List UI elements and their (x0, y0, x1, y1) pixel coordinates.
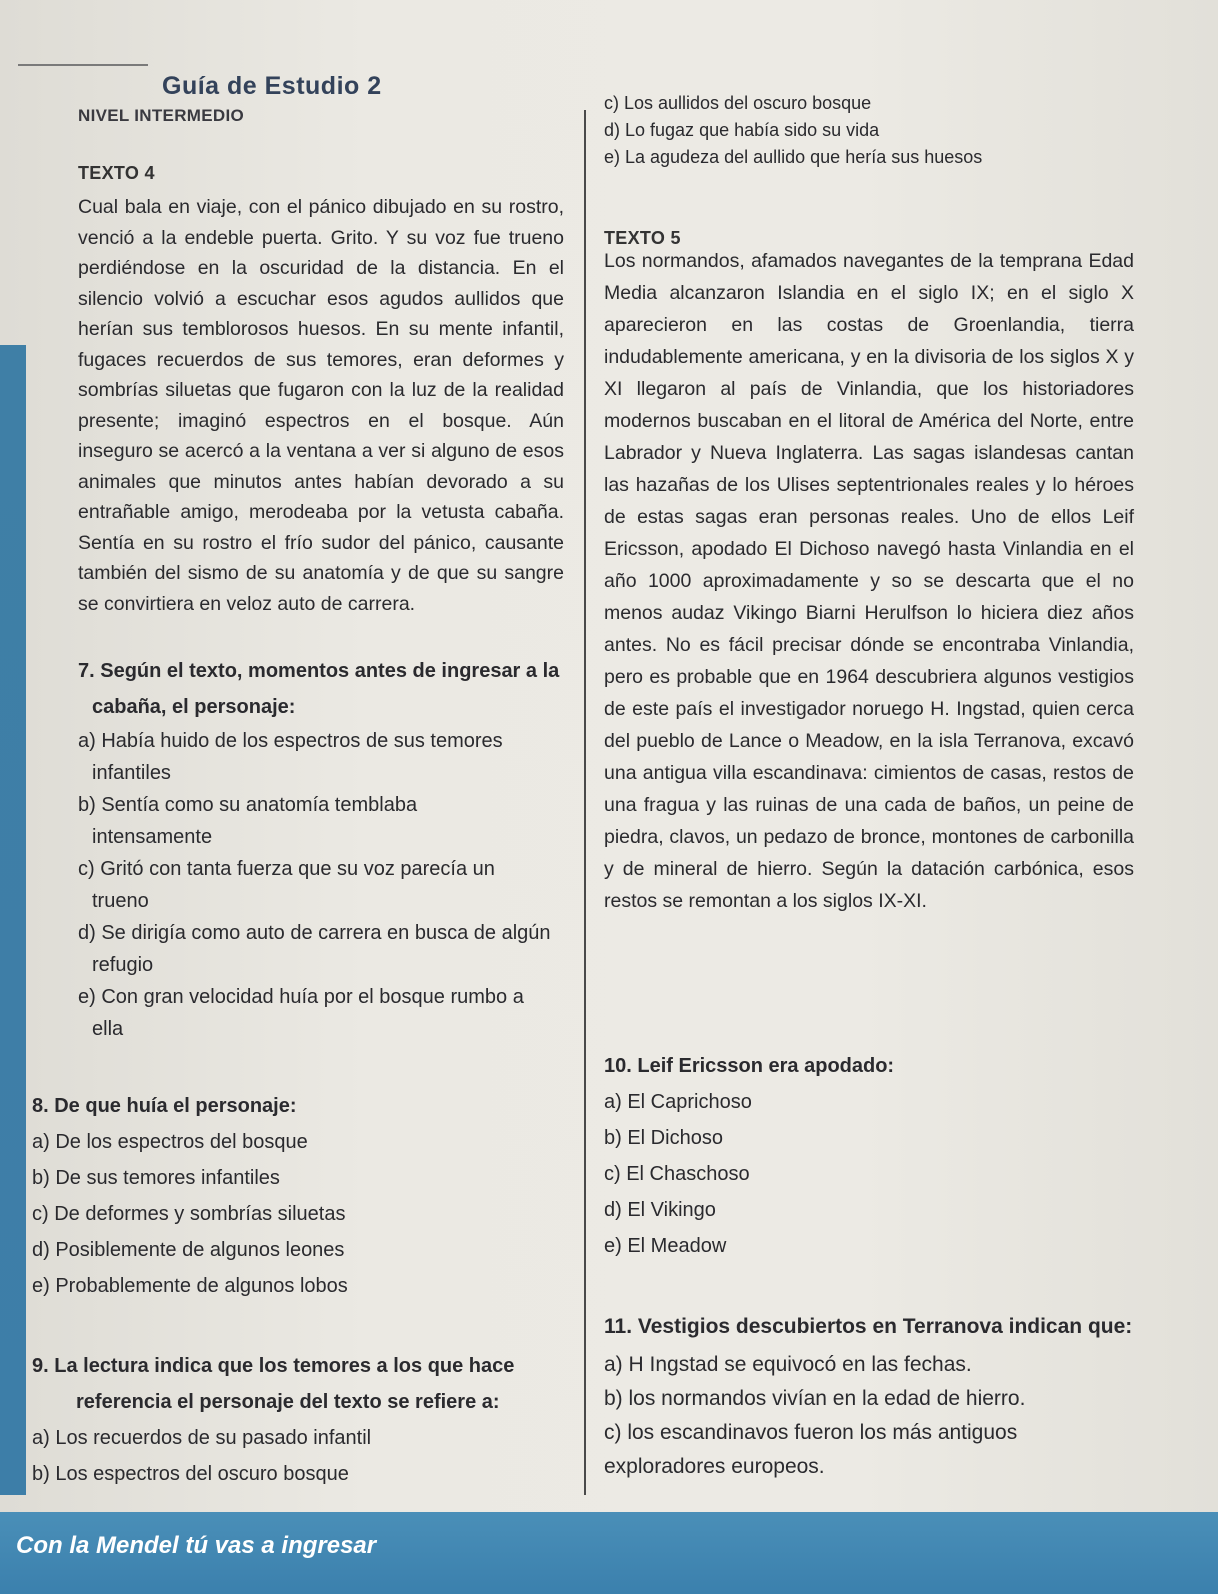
q7-option-a-cont: infantiles (92, 762, 171, 784)
text5-passage (604, 245, 1134, 917)
q9-option-b: b) Los espectros del oscuro bosque (32, 1463, 349, 1485)
q9-question-line2: referencia el personaje del texto se refiere a: (76, 1391, 500, 1413)
question-7 (78, 655, 564, 1045)
text4-label: TEXTO 4 (78, 163, 155, 183)
q7-option-d-cont: refugio (92, 954, 154, 976)
q10-option-c: c) El Chaschoso (604, 1163, 750, 1185)
question-10 (604, 1050, 1134, 1262)
level-label: NIVEL INTERMEDIO (78, 106, 245, 125)
q9-question-line1: 9. La lectura indica que los temores a los que hace (32, 1355, 515, 1377)
q10-question: 10. Leif Ericsson era apodado: (604, 1055, 895, 1077)
column-divider (584, 110, 586, 1495)
header-rule (18, 64, 148, 66)
q7-option-b: b) Sentía como su anatomía temblaba (78, 794, 418, 816)
q10-option-a: a) El Caprichoso (604, 1091, 752, 1113)
q9-option-a: a) Los recuerdos de su pasado infantil (32, 1427, 372, 1449)
q7-option-c: c) Gritó con tanta fuerza que su voz parecía un (78, 858, 495, 880)
q7-option-a: a) Había huido de los espectros de sus temores (78, 730, 503, 752)
q8-option-c: c) De deformes y sombrías siluetas (32, 1203, 346, 1225)
footer-slogan: Con la Mendel tú vas a ingresar (16, 1532, 377, 1559)
q7-option-d: d) Se dirigía como auto de carrera en busca de algún (78, 922, 551, 944)
text4-body: Cual bala en viaje, con el pánico dibujado en su rostro, venció a la endeble puerta. Grito. Y su voz fue trueno perdiéndose en la oscuridad de la distancia. En el silencio volvió a escuchar esos agudos aullidos que herían sus temblorosos huesos. En su mente infantil, fugaces recuerdos de sus temores, eran deformes y sombrías siluetas que fugaron con la luz de la realidad presente; imaginó espectros en el bosque. Aún inseguro se acercó a la ventana a ver si alguno de esos animales que minutos antes habían devorado a su entrañable amigo, merodeaba por la vetusta cabaña. Sentía en su rostro el frío sudor del pánico, causante también del sismo de su anatomía y de que su sangre se convirtiera en veloz auto de carrera. (78, 196, 564, 615)
q11-question: 11. Vestigios descubiertos en Terranova indican que: (604, 1315, 1133, 1338)
q11-option-c-cont: exploradores europeos. (604, 1455, 825, 1478)
q7-question-line2: cabaña, el personaje: (92, 696, 296, 718)
q11-option-a: a) H Ingstad se equivocó en las fechas. (604, 1353, 972, 1376)
q8-option-a: a) De los espectros del bosque (32, 1131, 308, 1153)
q11-option-b: b) los normandos vivían en la edad de hierro. (604, 1387, 1026, 1410)
text5-body: Los normandos, afamados navegantes de la temprana Edad Media alcanzaron Islandia en el siglo IX; en el siglo X aparecieron en las costas de Groenlandia, tierra indudablemente americana, y en la divisoria de los siglos X y XI llegaron al país de Vinlandia, que los historiadores modernos buscaban en el litoral de América del Norte, entre Labrador y Nueva Inglaterra. Las sagas islandesas cantan las hazañas de los Ulises septentrionales reales y lo héroes de estas sagas eran personas reales. Uno de ellos Leif Ericsson, apodado El Dichoso navegó hasta Vinlandia en el año 1000 aproximadamente y so se descarta que el no menos audaz Vikingo Biarni Herulfson lo hiciera diez años antes. No es fácil precisar dónde se encontraba Vinlandia, pero es probable que en 1964 descubriera algunos vestigios de este país el investigador noruego H. Ingstad, quien cerca del pueblo de Lance o Meadow, en la isla Terranova, excavó una antigua villa escandinava: cimientos de casas, restos de una fragua y las ruinas de una cada de baños, un peine de piedra, clavos, un pedazo de bronce, montones de carbonilla y de mineral de hierro. Según la datación carbónica, esos restos se remontan a los siglos IX-XI. (604, 250, 1134, 912)
q8-option-d: d) Posiblemente de algunos leones (32, 1239, 345, 1261)
q10-option-d: d) El Vikingo (604, 1199, 716, 1221)
prev-option-d: d) Lo fugaz que había sido su vida (604, 120, 880, 140)
q8-question: 8. De que huía el personaje: (32, 1095, 297, 1117)
q-prev-options (604, 90, 1134, 171)
text5-label: TEXTO 5 (604, 228, 681, 248)
left-column (78, 157, 564, 189)
question-11 (604, 1310, 1164, 1484)
q8-option-b: b) De sus temores infantiles (32, 1167, 280, 1189)
left-edge-band (0, 345, 26, 1495)
q7-question-line1: 7. Según el texto, momentos antes de ingresar a la (78, 660, 560, 682)
question-9 (32, 1350, 562, 1490)
question-8 (32, 1090, 518, 1302)
footer-band (0, 1512, 1218, 1594)
text4-passage (78, 192, 564, 619)
prev-option-c: c) Los aullidos del oscuro bosque (604, 93, 872, 113)
prev-option-e: e) La agudeza del aullido que hería sus huesos (604, 147, 983, 167)
page-title: Guía de Estudio 2 (162, 72, 382, 100)
q10-option-b: b) El Dichoso (604, 1127, 723, 1149)
q10-option-e: e) El Meadow (604, 1235, 727, 1257)
q7-option-e: e) Con gran velocidad huía por el bosque rumbo a (78, 986, 524, 1008)
q7-option-c-cont: trueno (92, 890, 149, 912)
q8-option-e: e) Probablemente de algunos lobos (32, 1275, 348, 1297)
q11-option-c: c) los escandinavos fueron los más antiguos (604, 1421, 1018, 1444)
q7-option-b-cont: intensamente (92, 826, 213, 848)
q7-option-e-cont: ella (92, 1018, 124, 1040)
